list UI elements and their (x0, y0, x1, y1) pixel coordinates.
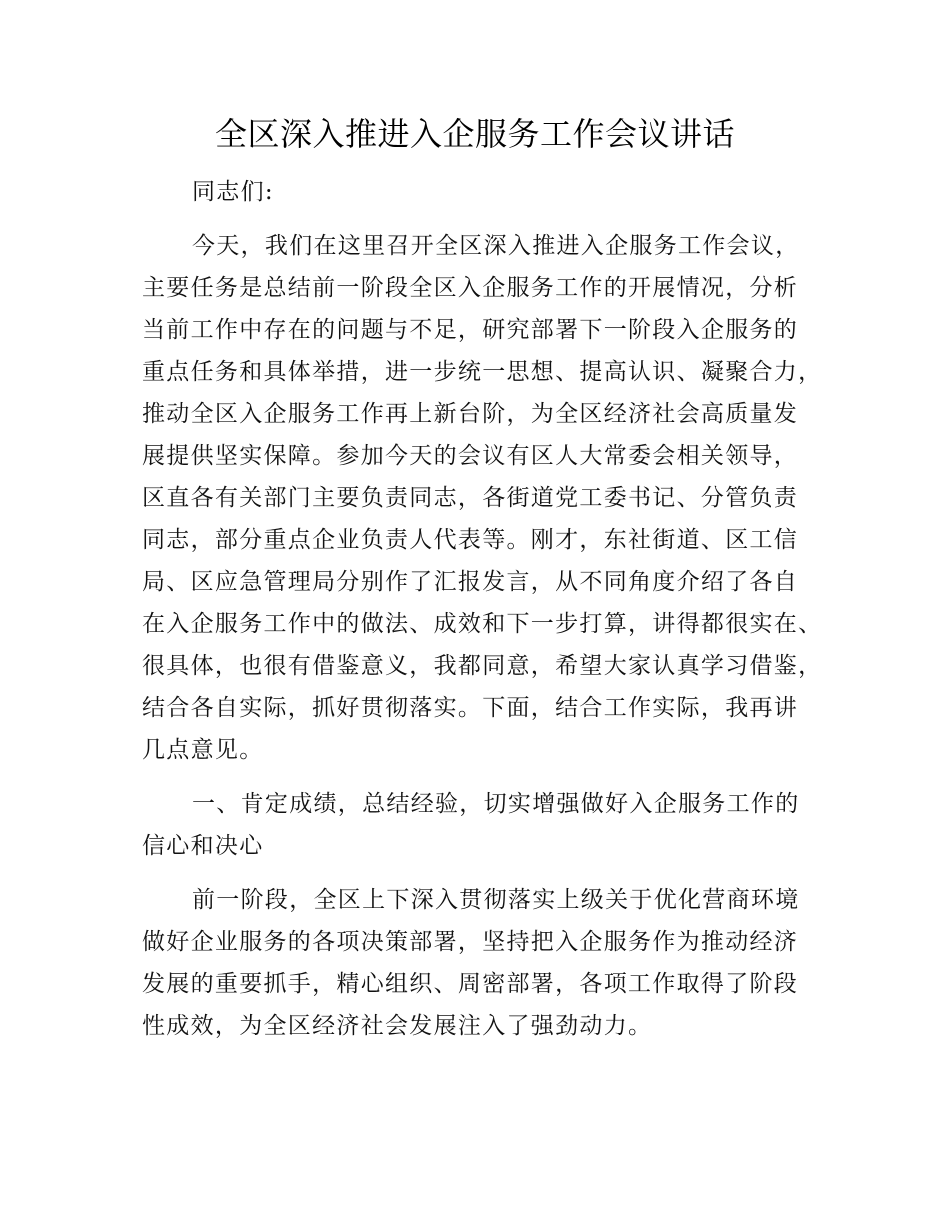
text-line: 重点任务和具体举措，进一步统一思想、提高认识、凝聚合力， (142, 359, 823, 385)
document-title: 全区深入推进入企服务工作会议讲话 (214, 115, 735, 153)
text-line: 当前工作中存在的问题与不足，研究部署下一阶段入企服务的 (142, 317, 799, 343)
document-body (142, 171, 842, 1047)
text-line: 展提供坚实保障。参加今天的会议有区人大常委会相关领导， (142, 443, 799, 469)
text-line: 推动全区入企服务工作再上新台阶，为全区经济社会高质量发 (142, 401, 799, 427)
paragraph-achievements (142, 879, 842, 1047)
heading-line: 一、肯定成绩，总结经验，切实增强做好入企服务工作的 (192, 791, 800, 817)
text-line: 同志，部分重点企业负责人代表等。刚才，东社街道、区工信 (142, 527, 799, 553)
paragraph-gap (142, 213, 842, 225)
paragraph-opening (142, 225, 842, 771)
paragraph-gap (142, 867, 842, 879)
text-line: 发展的重要抓手，精心组织、周密部署，各项工作取得了阶段 (142, 971, 799, 997)
text-line: 几点意见。 (142, 737, 264, 763)
text-line: 性成效，为全区经济社会发展注入了强劲动力。 (142, 1013, 653, 1039)
heading-line: 信心和决心 (142, 833, 264, 859)
text-line: 前一阶段，全区上下深入贯彻落实上级关于优化营商环境 (192, 887, 800, 913)
text-line: 主要任务是总结前一阶段全区入企服务工作的开展情况，分析 (142, 275, 799, 301)
text-line: 在入企服务工作中的做法、成效和下一步打算，讲得都很实在、 (142, 611, 823, 637)
text-line: 区直各有关部门主要负责同志，各街道党工委书记、分管负责 (142, 485, 799, 511)
section-heading-1 (142, 783, 842, 867)
text-line: 今天，我们在这里召开全区深入推进入企服务工作会议， (192, 233, 800, 259)
text-line: 做好企业服务的各项决策部署，坚持把入企服务作为推动经济 (142, 929, 799, 955)
salutation: 同志们: (192, 179, 274, 205)
text-line: 结合各自实际，抓好贯彻落实。下面，结合工作实际，我再讲 (142, 695, 799, 721)
text-line: 很具体，也很有借鉴意义，我都同意，希望大家认真学习借鉴， (142, 653, 823, 679)
paragraph-gap (142, 771, 842, 783)
text-line: 局、区应急管理局分别作了汇报发言，从不同角度介绍了各自 (142, 569, 799, 595)
